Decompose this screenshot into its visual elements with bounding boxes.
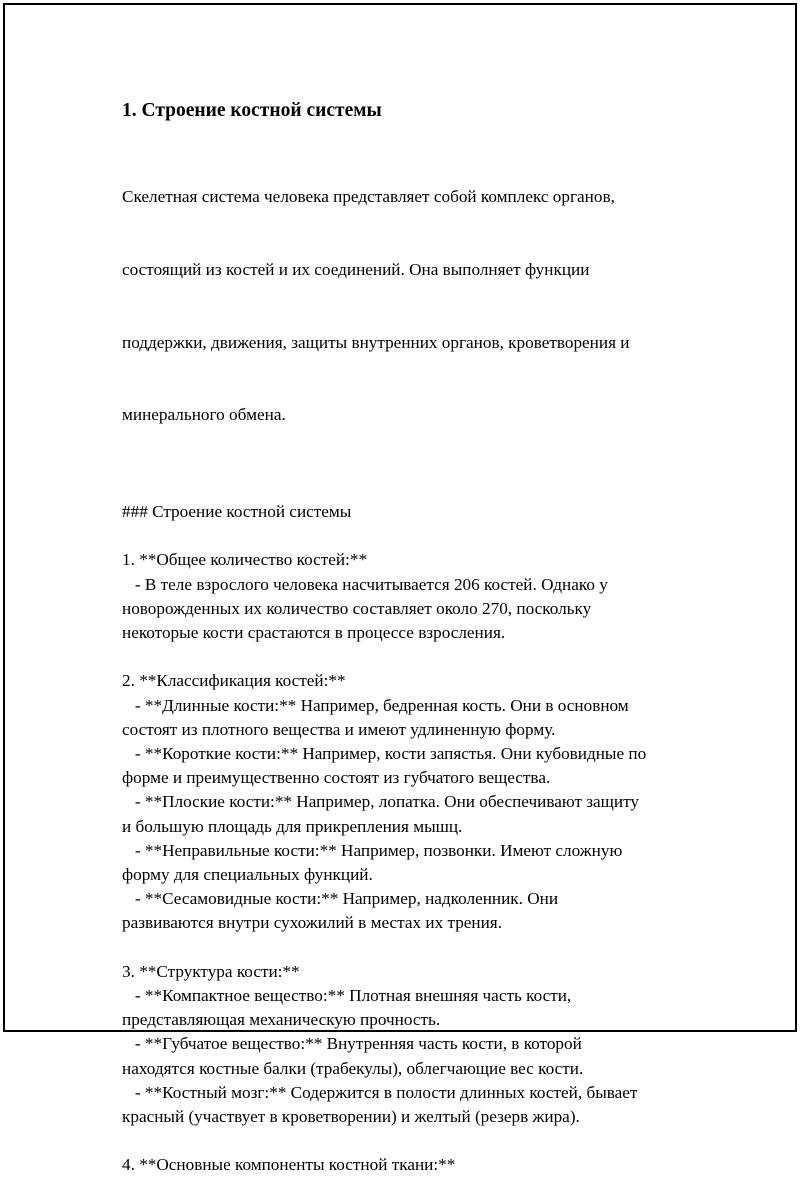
section-line: - **Компактное вещество:** Плотная внешняя часть кости, [122,986,572,1006]
section-heading: 4. **Основные компоненты костной ткани:** [122,1155,456,1175]
section-line: и большую площадь для прикрепления мышц. [122,816,463,836]
document-title: 1. Строение костной системы [122,100,382,121]
intro-line: поддержки, движения, защиты внутренних органов, кроветворения и [122,332,630,352]
section-line: - **Костный мозг:** Содержится в полости длинных костей, бывает [122,1082,638,1102]
subheading: ### Строение костной системы [122,502,352,522]
section-line: - В теле взрослого человека насчитывается 206 костей. Однако у [122,574,608,594]
section-line: состоят из плотного вещества и имеют удлиненную форму. [122,719,556,739]
section-heading: 3. **Структура кости:** [122,961,300,981]
section-line: - **Короткие кости:** Например, кости запястья. Они кубовидные по [122,744,647,764]
intro-line: минерального обмена. [122,405,286,425]
spacer [122,645,697,669]
spacer [122,524,697,548]
section-bone-structure [122,960,697,1129]
section-line: - **Плоские кости:** Например, лопатка. Они обеспечивают защиту [122,792,639,812]
section-line: некоторые кости срастаются в процессе взросления. [122,623,506,643]
document-content [122,98,697,1178]
section-line: форму для специальных функций. [122,865,373,885]
section-line: красный (участвует в кроветворении) и желтый (резерв жира). [122,1107,580,1127]
intro-paragraph [122,137,697,476]
section-heading: 1. **Общее количество костей:** [122,550,368,570]
intro-line: состоящий из костей и их соединений. Она выполняет функции [122,260,590,280]
spacer [122,1129,697,1153]
document-page [3,3,797,1175]
spacer [122,476,697,500]
section-bone-tissue-components [122,1153,697,1177]
intro-line: Скелетная система человека представляет собой комплекс органов, [122,187,615,207]
section-line: новорожденных их количество составляет около 270, поскольку [122,598,592,618]
section-bone-count [122,548,697,645]
section-line: - **Губчатое вещество:** Внутренняя часть кости, в которой [122,1034,582,1054]
spacer [122,936,697,960]
section-line: развиваются внутри сухожилий в местах их трения. [122,913,503,933]
section-line: форме и преимущественно состоят из губчатого вещества. [122,768,551,788]
section-line: находятся костные балки (трабекулы), облегчающие вес кости. [122,1058,584,1078]
section-line: - **Длинные кости:** Например, бедренная кость. Они в основном [122,695,629,715]
section-line: представляющая механическую прочность. [122,1010,441,1030]
section-line: - **Сесамовидные кости:** Например, надколенник. Они [122,889,559,909]
section-heading: 2. **Классификация костей:** [122,671,346,691]
section-bone-classification [122,669,697,935]
section-line: - **Неправильные кости:** Например, позвонки. Имеют сложную [122,840,623,860]
